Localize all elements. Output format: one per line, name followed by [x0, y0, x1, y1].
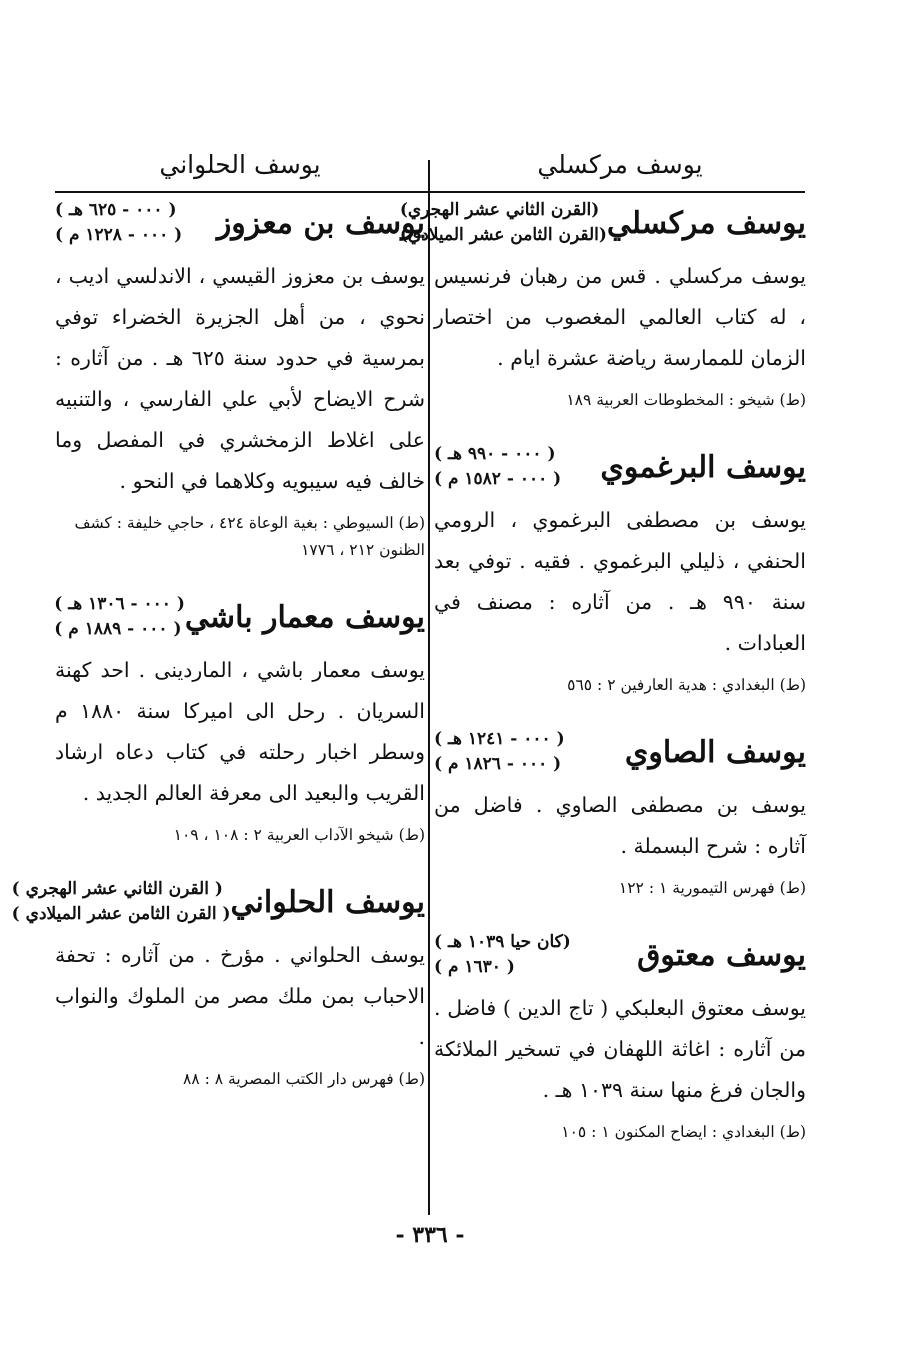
right-column	[399, 198, 807, 1174]
entry-reference: (ط) السيوطي : بغية الوعاة ٤٢٤ ، حاجي خليفة : كشف الظنون ٢١٢ ، ١٧٧٦	[74, 514, 425, 559]
header-rule	[55, 191, 805, 193]
entry-name: يوسف مركسلي	[606, 205, 806, 241]
entry-dates	[434, 930, 571, 980]
entry-head	[55, 592, 425, 642]
entry	[434, 727, 806, 902]
date-gregorian: ( ٠٠٠ - ١٨٨٩ م )	[54, 619, 182, 639]
entry-body: يوسف بن مصطفى البرغموي ، الرومي الحنفي ، ذليلي البرغموي . فقيه . توفي بعد سنة ٩٩٠ هـ . من آثاره : مصنف في العبادات .	[434, 508, 807, 655]
entry-name: يوسف البرغموي	[600, 449, 806, 485]
date-gregorian: ( ٠٠٠ - ١٢٢٨ م )	[55, 225, 183, 245]
page-number: - ٣٣٦ -	[395, 1222, 465, 1248]
column-divider	[428, 160, 430, 1215]
entry-body: يوسف معتوق البعلبكي ( تاج الدين ) فاضل . من آثاره : اغاثة اللهفان في تسخير الملائكة والجان فرغ منها سنة ١٠٣٩ هـ .	[434, 996, 806, 1102]
date-hijri: ( ٠٠٠ - ٩٩٠ هـ )	[434, 444, 556, 464]
entry-reference: (ط) فهرس دار الكتب المصرية ٨ : ٨٨	[183, 1070, 425, 1088]
entry-name: يوسف الصاوي	[624, 734, 806, 770]
entry-name: يوسف معتوق	[637, 937, 806, 973]
entry-head	[434, 727, 806, 777]
date-hijri: ( ٠٠٠ - ١٣٠٦ هـ )	[54, 594, 185, 614]
entry-reference: (ط) البغدادي : هدية العارفين ٢ : ٥٦٥	[567, 676, 806, 694]
entry	[399, 198, 806, 414]
entry-body: يوسف بن معزوز القيسي ، الاندلسي اديب ، نحوي ، من أهل الجزيرة الخضراء توفي بمرسية في حدود سنة ٦٢٥ هـ . من آثاره : شرح الايضاح لأبي علي الفارسي ، والتنبيه على اغلاط الزمخشري في المفصل وما خالف فيه سيبويه وكلاهما في النحو .	[55, 264, 425, 493]
entry-body: يوسف مركسلي . قس من رهبان فرنسيس ، له كتاب العالمي المغصوب من اختصار الزمان للممارسة رياضة عشرة ايام .	[434, 264, 806, 370]
entry-head	[55, 198, 425, 248]
entry-reference: (ط) البغدادي : ايضاح المكنون ١ : ١٠٥	[561, 1123, 806, 1141]
entry-reference: (ط) شيخو : المخطوطات العربية ١٨٩	[566, 391, 806, 409]
entry-dates	[55, 198, 182, 248]
entry-name: يوسف بن معزوز	[216, 205, 425, 241]
entry	[11, 877, 425, 1093]
entry-head	[434, 930, 806, 980]
date-gregorian: ( ١٦٣٠ م )	[434, 957, 515, 977]
entry-head	[434, 442, 806, 492]
date-hijri: (القرن الثاني عشر الهجري)	[399, 200, 600, 220]
date-hijri: ( ٠٠٠ - ١٢٤١ هـ )	[434, 729, 565, 749]
entry-body: يوسف معمار باشي ، الماردينى . احد كهنة السريان . رحل الى اميركا سنة ١٨٨٠ م وسطر اخبار رحلته في كتاب دعاه ارشاد القريب والبعيد الى معرفة العالم الجديد .	[55, 658, 425, 805]
entry-reference: (ط) شيخو الآداب العربية ٢ : ١٠٨ ، ١٠٩	[173, 826, 425, 844]
left-column	[11, 198, 425, 1121]
running-header-right: يوسف مركسلي	[537, 150, 703, 179]
date-gregorian: ( ٠٠٠ - ١٥٨٢ م )	[434, 469, 562, 489]
entry-body: يوسف بن مصطفى الصاوي . فاضل من آثاره : شرح البسملة .	[434, 793, 806, 858]
entry-dates	[434, 727, 565, 777]
entry	[55, 592, 425, 849]
date-hijri: ( ٠٠٠ - ٦٢٥ هـ )	[55, 200, 177, 220]
entry-name: يوسف معمار باشي	[184, 599, 425, 635]
date-gregorian: ( ٠٠٠ - ١٨٢٦ م )	[434, 754, 562, 774]
entry-name: يوسف الحلواني	[230, 884, 425, 920]
running-header-left: يوسف الحلواني	[159, 150, 321, 179]
entry	[55, 198, 425, 564]
entry-dates	[400, 198, 607, 248]
entry-dates	[434, 442, 561, 492]
date-gregorian: (القرن الثامن عشر الميلادي)	[399, 225, 607, 245]
entry	[434, 442, 806, 699]
entry	[434, 930, 806, 1146]
date-gregorian: ( القرن الثامن عشر الميلادي )	[11, 904, 231, 924]
date-hijri: ( القرن الثاني عشر الهجري )	[11, 879, 223, 899]
entry-dates	[12, 877, 231, 927]
entry-dates	[54, 592, 185, 642]
entry-body: يوسف الحلواني . مؤرخ . من آثاره : تحفة الاحباب بمن ملك مصر من الملوك والنواب .	[55, 943, 425, 1049]
entry-head	[11, 877, 425, 927]
entry-reference: (ط) فهرس التيمورية ١ : ١٢٢	[618, 879, 806, 897]
date-hijri: (كان حيا ١٠٣٩ هـ )	[434, 932, 571, 952]
entry-head	[399, 198, 806, 248]
